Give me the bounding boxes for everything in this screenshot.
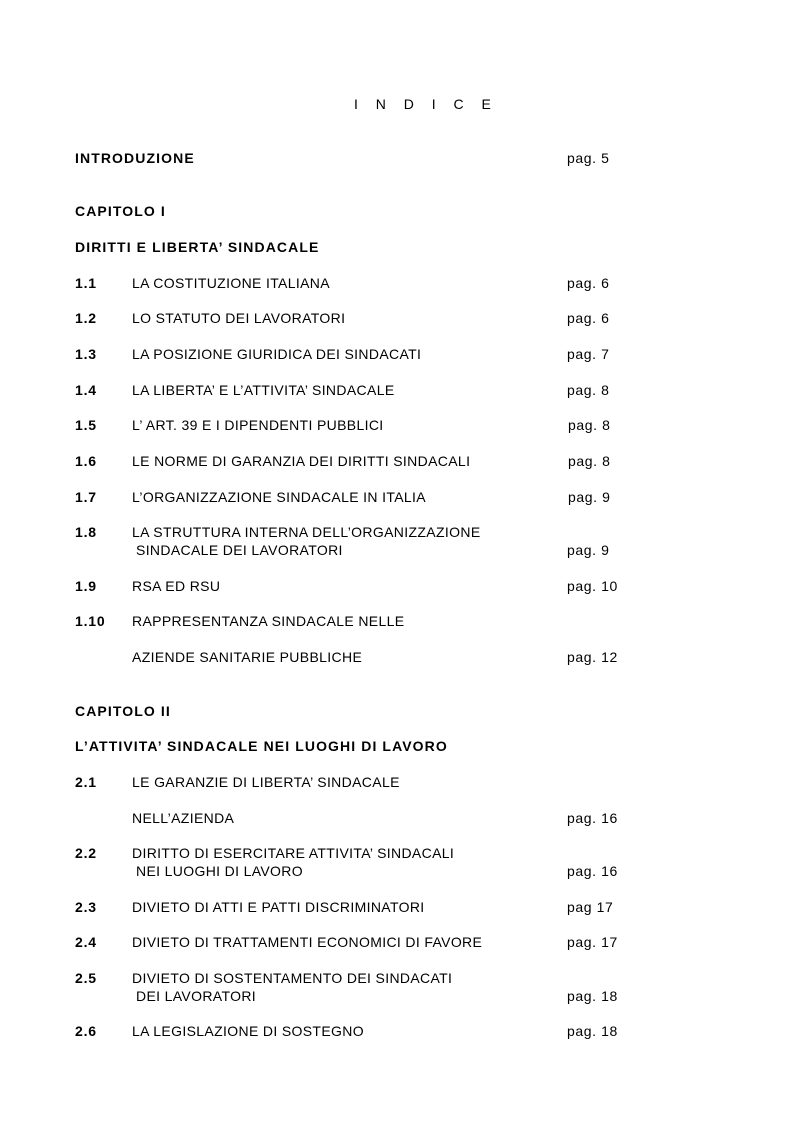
entry-title: RAPPRESENTANZA SINDACALE NELLE (132, 613, 405, 629)
entry-number: 2.1 (75, 774, 97, 790)
entry-number: 2.3 (75, 899, 97, 915)
entry-title: LA STRUTTURA INTERNA DELL’ORGANIZZAZIONE (132, 524, 481, 540)
entry-page: pag. 17 (567, 934, 618, 950)
entry-number: 1.4 (75, 382, 97, 398)
chapter1-subtitle: DIRITTI E LIBERTA’ SINDACALE (75, 239, 320, 255)
entry-title: LA POSIZIONE GIURIDICA DEI SINDACATI (132, 346, 422, 362)
entry-number: 2.4 (75, 934, 97, 950)
entry-page: pag. 9 (567, 542, 610, 558)
entry-title-continuation: SINDACALE DEI LAVORATORI (136, 542, 343, 558)
entry-title-continuation: DEI LAVORATORI (136, 988, 257, 1004)
entry-page: pag. 18 (567, 1023, 618, 1039)
entry-title: RSA ED RSU (132, 578, 221, 594)
entry-page: pag. 8 (568, 417, 611, 433)
entry-page: pag. 6 (567, 275, 610, 291)
entry-number: 1.3 (75, 346, 97, 362)
entry-title: DIVIETO DI TRATTAMENTI ECONOMICI DI FAVORE (132, 934, 483, 950)
entry-number: 1.9 (75, 578, 97, 594)
entry-page: pag. 10 (567, 578, 618, 594)
intro-label: INTRODUZIONE (75, 150, 195, 166)
entry-title: LA LIBERTA’ E L’ATTIVITA’ SINDACALE (132, 382, 395, 398)
entry-page: pag. 8 (568, 453, 611, 469)
entry-number: 1.6 (75, 453, 97, 469)
entry-number: 1.5 (75, 417, 97, 433)
entry-title: LO STATUTO DEI LAVORATORI (132, 310, 346, 326)
chapter2-subtitle: L’ATTIVITA’ SINDACALE NEI LUOGHI DI LAVORO (75, 738, 448, 754)
intro-page: pag. 5 (567, 150, 610, 166)
entry-number: 2.2 (75, 845, 97, 861)
entry-page: pag 17 (567, 899, 614, 915)
entry-title: LA COSTITUZIONE ITALIANA (132, 275, 330, 291)
entry-page: pag. 6 (567, 310, 610, 326)
entry-title: LE GARANZIE DI LIBERTA’ SINDACALE (132, 774, 400, 790)
entry-number: 1.8 (75, 524, 97, 540)
chapter1-label: CAPITOLO I (75, 203, 166, 219)
index-title: I N D I C E (354, 96, 498, 112)
entry-page: pag. 8 (567, 382, 610, 398)
entry-page: pag. 16 (567, 863, 618, 879)
entry-title-continuation: NELL’AZIENDA (132, 810, 235, 826)
entry-number: 1.2 (75, 310, 97, 326)
entry-title: DIVIETO DI ATTI E PATTI DISCRIMINATORI (132, 899, 425, 915)
entry-number: 2.6 (75, 1023, 97, 1039)
entry-title-continuation: AZIENDE SANITARIE PUBBLICHE (132, 649, 363, 665)
entry-number: 1.7 (75, 489, 97, 505)
entry-page: pag. 9 (568, 489, 611, 505)
entry-title: DIRITTO DI ESERCITARE ATTIVITA’ SINDACALI (132, 845, 455, 861)
entry-title: L’ORGANIZZAZIONE SINDACALE IN ITALIA (132, 489, 426, 505)
entry-page: pag. 16 (567, 810, 618, 826)
chapter2-label: CAPITOLO II (75, 703, 171, 719)
entry-title: LA LEGISLAZIONE DI SOSTEGNO (132, 1023, 364, 1039)
entry-number: 1.10 (75, 613, 106, 629)
entry-title: L’ ART. 39 E I DIPENDENTI PUBBLICI (132, 417, 384, 433)
entry-number: 2.5 (75, 970, 97, 986)
entry-page: pag. 7 (567, 346, 610, 362)
entry-title-continuation: NEI LUOGHI DI LAVORO (136, 863, 303, 879)
entry-title: LE NORME DI GARANZIA DEI DIRITTI SINDACALI (132, 453, 471, 469)
entry-number: 1.1 (75, 275, 97, 291)
entry-page: pag. 18 (567, 988, 618, 1004)
entry-title: DIVIETO DI SOSTENTAMENTO DEI SINDACATI (132, 970, 453, 986)
entry-page: pag. 12 (567, 649, 618, 665)
